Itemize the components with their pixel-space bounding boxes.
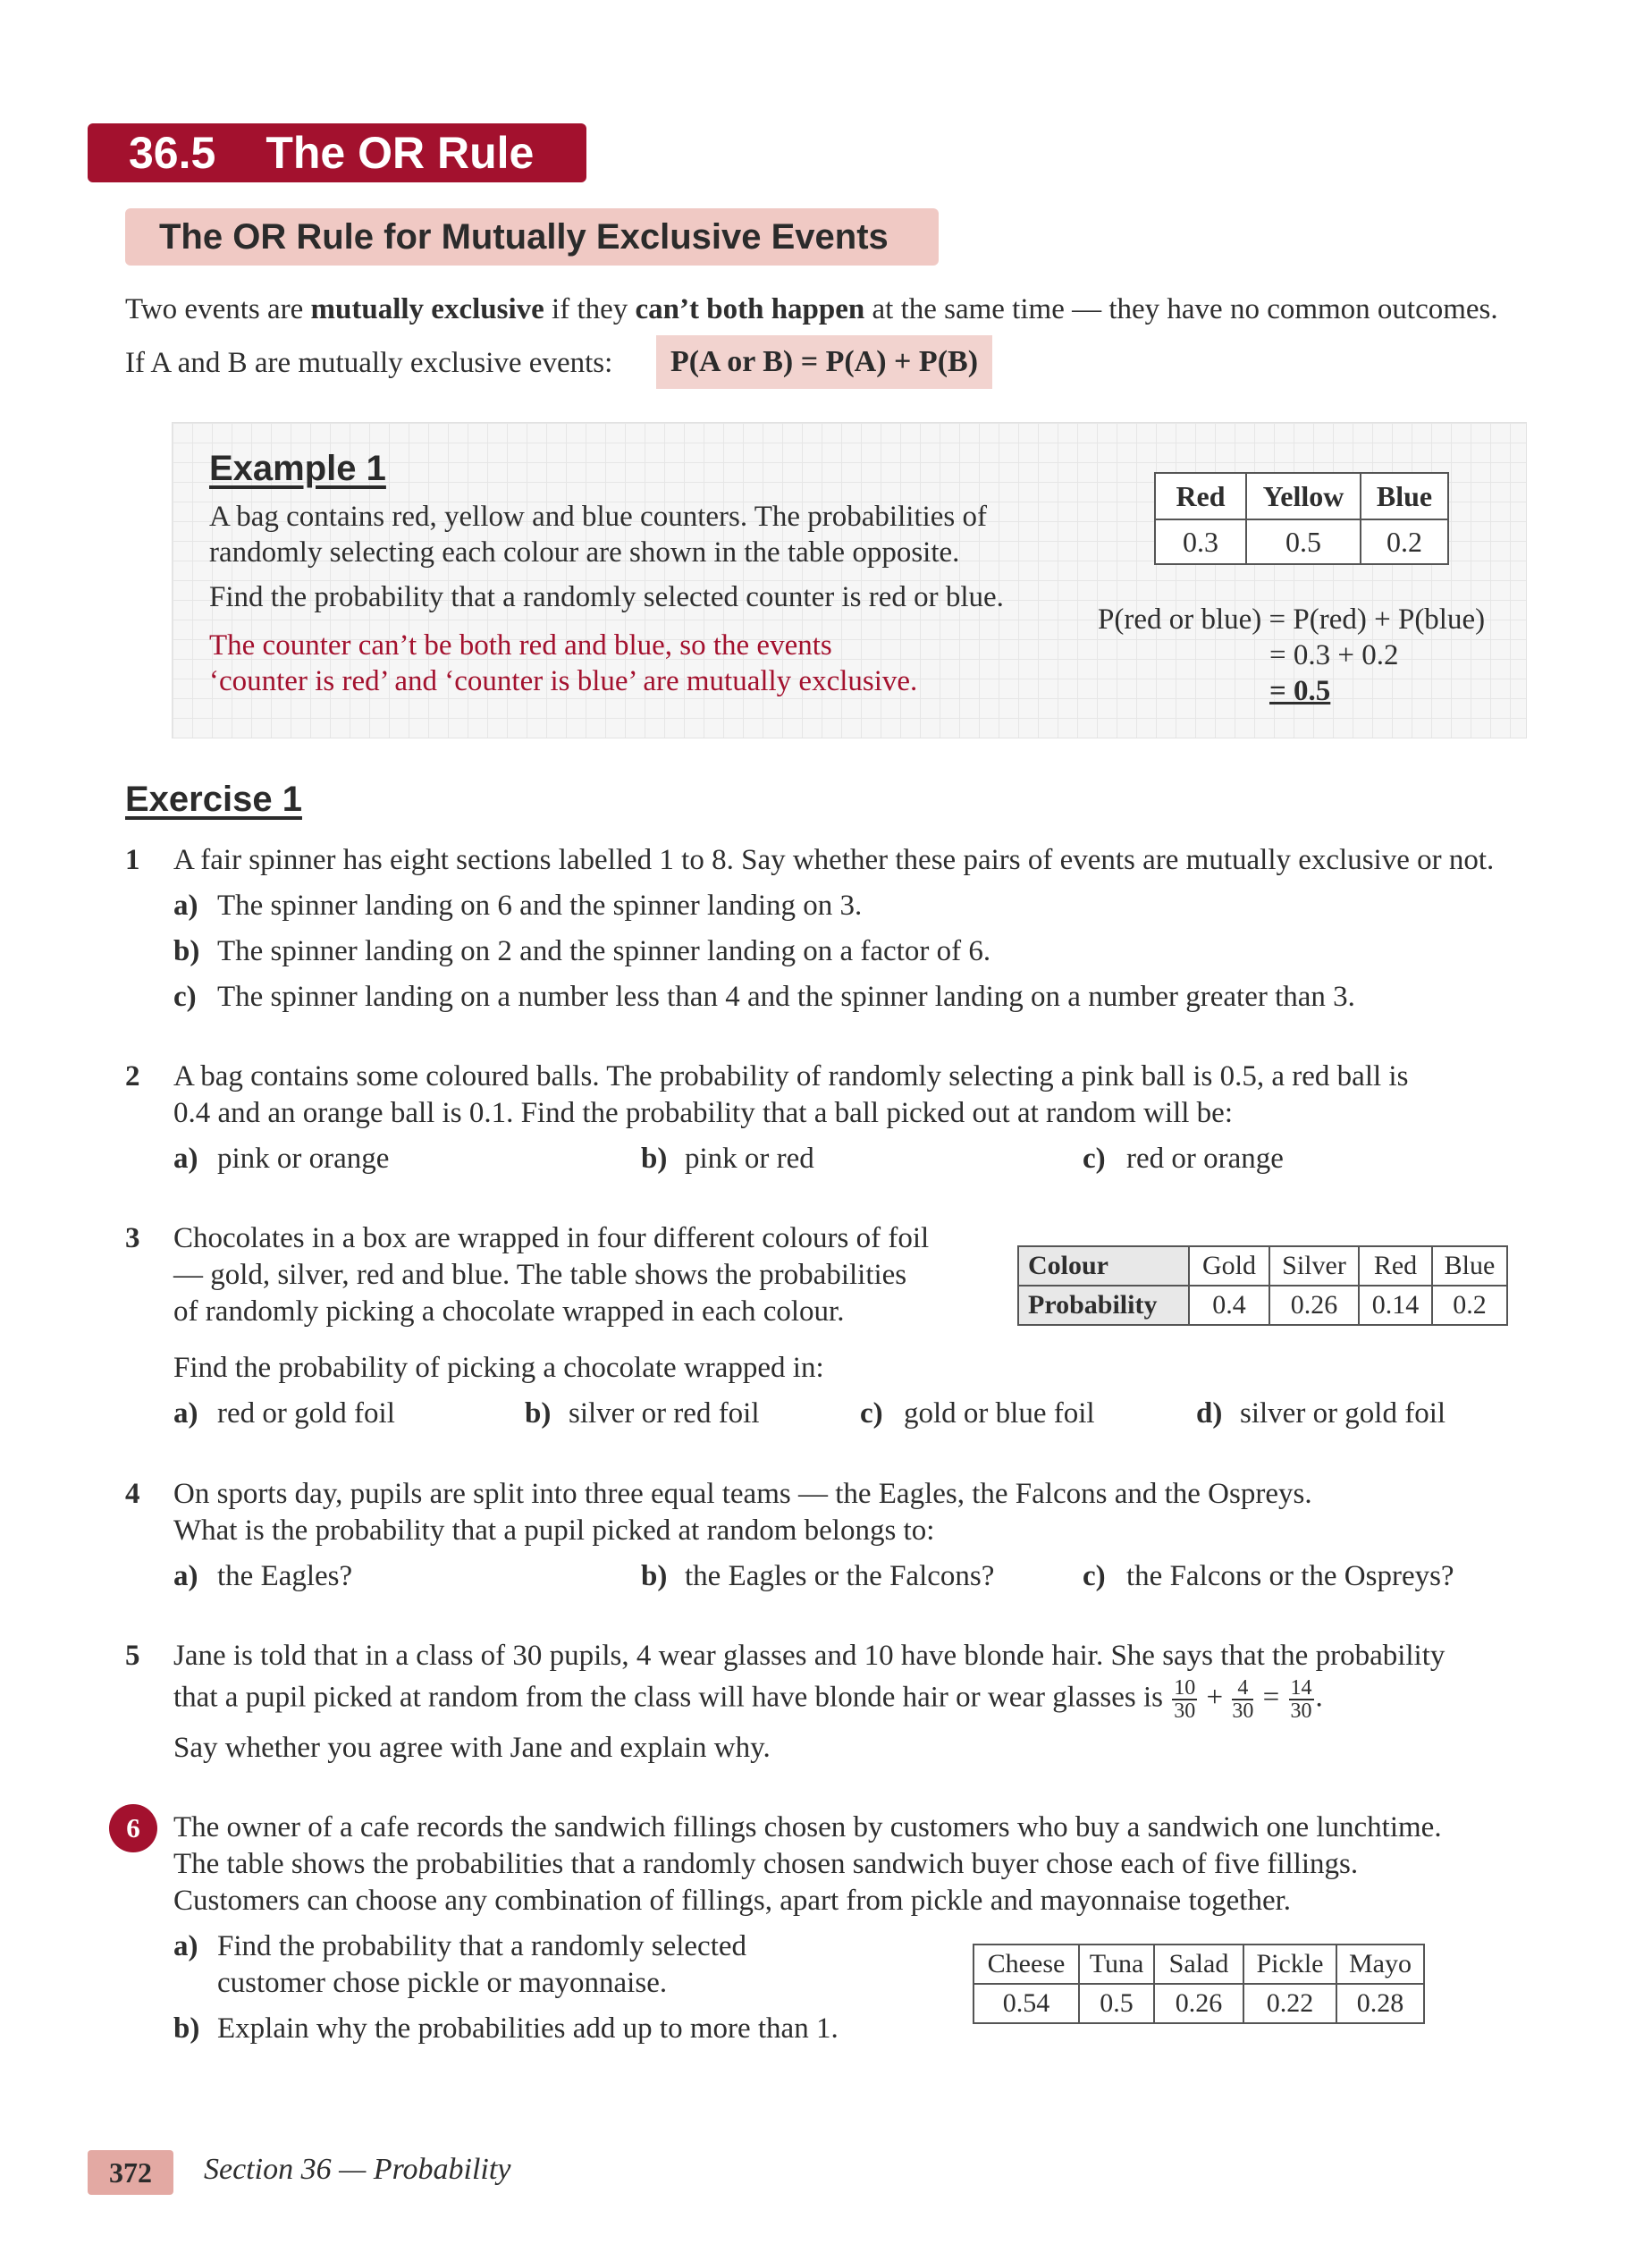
example-line: A bag contains red, yellow and blue counters. The probabilities of xyxy=(209,501,988,533)
foil-probability-table xyxy=(1017,1245,1508,1326)
denominator: 30 xyxy=(1290,1700,1312,1723)
intro-bold-term: mutually exclusive xyxy=(310,293,544,325)
numerator: 10 xyxy=(1174,1676,1196,1700)
question-text: that a pupil picked at random from the class will have blonde hair or wear glasses is xyxy=(173,1681,1164,1714)
example-working-line: P(red or blue) = P(red) + P(blue) xyxy=(1098,603,1486,636)
table-cell: 0.26 xyxy=(1269,1286,1359,1325)
part-text: The spinner landing on 2 and the spinner landing on a factor of 6. xyxy=(217,935,991,967)
denominator: 30 xyxy=(1174,1700,1196,1723)
part-text: The spinner landing on 6 and the spinner landing on 3. xyxy=(217,890,863,922)
table-header: Red xyxy=(1155,473,1246,519)
fraction xyxy=(1289,1677,1314,1722)
question-text: On sports day, pupils are split into three equal teams — the Eagles, the Falcons and the Ospreys. xyxy=(173,1478,1312,1510)
table-header: Pickle xyxy=(1243,1945,1336,1984)
part-text: pink or red xyxy=(685,1143,814,1175)
question-prompt: Find the probability of picking a chocolate wrapped in: xyxy=(173,1352,824,1384)
table-cell: 0.5 xyxy=(1246,519,1361,564)
question-text: — gold, silver, red and blue. The table shows the probabilities xyxy=(173,1259,907,1291)
fraction xyxy=(1232,1677,1253,1722)
table-cell: 0.26 xyxy=(1154,1984,1243,2023)
footer-section: Section 36 — Probability xyxy=(204,2153,511,2186)
example-explanation: The counter can’t be both red and blue, so the events xyxy=(209,629,832,662)
part-text: gold or blue foil xyxy=(904,1397,1095,1430)
exercise-title: Exercise 1 xyxy=(125,780,302,819)
fraction xyxy=(1172,1677,1197,1722)
table-header: Yellow xyxy=(1246,473,1361,519)
part-label: b) xyxy=(173,2012,200,2045)
section-number: 36.5 xyxy=(129,128,216,178)
question-text-with-fractions xyxy=(173,1677,1323,1722)
table-header: Red xyxy=(1359,1246,1432,1286)
question-number: 3 xyxy=(125,1222,140,1254)
table-cell: 0.3 xyxy=(1155,519,1246,564)
or-rule-formula: P(A or B) = P(A) + P(B) xyxy=(656,335,992,389)
row-label: Colour xyxy=(1018,1246,1189,1286)
row-label: Probability xyxy=(1018,1286,1189,1325)
table-header: Tuna xyxy=(1079,1945,1154,1984)
part-text: customer chose pickle or mayonnaise. xyxy=(217,1967,668,1999)
table-header: Silver xyxy=(1269,1246,1359,1286)
part-label: a) xyxy=(173,890,198,922)
question-text: Jane is told that in a class of 30 pupils, 4 wear glasses and 10 have blonde hair. She says that the probability xyxy=(173,1640,1446,1672)
table-cell: 0.28 xyxy=(1336,1984,1424,2023)
intro-line-1 xyxy=(125,291,1498,328)
table-header: Blue xyxy=(1361,473,1448,519)
part-text: Explain why the probabilities add up to more than 1. xyxy=(217,2012,839,2045)
part-label: b) xyxy=(173,935,200,967)
question-text: . xyxy=(1315,1681,1323,1714)
part-text: silver or red foil xyxy=(569,1397,760,1430)
part-label: b) xyxy=(641,1560,668,1592)
table-cell: 0.54 xyxy=(974,1984,1079,2023)
section-banner xyxy=(88,123,586,182)
question-text: A fair spinner has eight sections labelled 1 to 8. Say whether these pairs of events are mutually exclusive or not. xyxy=(173,844,1495,876)
page-number: 372 xyxy=(88,2150,173,2195)
part-text: silver or gold foil xyxy=(1240,1397,1446,1430)
example-probability-table xyxy=(1154,472,1449,565)
part-text: pink or orange xyxy=(217,1143,390,1175)
part-label: c) xyxy=(173,981,197,1013)
part-text: the Falcons or the Ospreys? xyxy=(1126,1560,1454,1592)
part-label: a) xyxy=(173,1560,198,1592)
part-label: d) xyxy=(1196,1397,1223,1430)
table-header: Salad xyxy=(1154,1945,1243,1984)
section-title: The OR Rule xyxy=(266,128,535,178)
table-cell: 0.4 xyxy=(1189,1286,1269,1325)
numerator: 14 xyxy=(1290,1676,1312,1700)
intro-text: if they xyxy=(544,293,636,325)
part-text: the Eagles or the Falcons? xyxy=(685,1560,995,1592)
table-header: Cheese xyxy=(974,1945,1079,1984)
question-text: 0.4 and an orange ball is 0.1. Find the probability that a ball picked out at random will be: xyxy=(173,1097,1233,1129)
question-text: The table shows the probabilities that a randomly chosen sandwich buyer chose each of five fillings. xyxy=(173,1848,1359,1880)
operator: + xyxy=(1206,1681,1224,1714)
table-header: Mayo xyxy=(1336,1945,1424,1984)
intro-line-2: If A and B are mutually exclusive events: xyxy=(125,347,613,379)
question-text: Chocolates in a box are wrapped in four different colours of foil xyxy=(173,1222,930,1254)
denominator: 30 xyxy=(1232,1700,1254,1723)
question-text: Say whether you agree with Jane and explain why. xyxy=(173,1732,771,1764)
table-cell: 0.5 xyxy=(1079,1984,1154,2023)
example-line: randomly selecting each colour are shown in the table opposite. xyxy=(209,536,960,569)
example-title: Example 1 xyxy=(209,449,386,488)
part-label: a) xyxy=(173,1397,198,1430)
question-number: 4 xyxy=(125,1478,140,1510)
table-cell: 0.22 xyxy=(1243,1984,1336,2023)
question-text: Customers can choose any combination of fillings, apart from pickle and mayonnaise together. xyxy=(173,1885,1292,1917)
part-text: red or orange xyxy=(1126,1143,1284,1175)
example-answer: = 0.5 xyxy=(1269,675,1331,707)
part-label: c) xyxy=(1083,1560,1106,1592)
part-text: red or gold foil xyxy=(217,1397,395,1430)
intro-text: at the same time — they have no common outcomes. xyxy=(864,293,1498,325)
intro-bold-term: can’t both happen xyxy=(635,293,865,325)
part-label: a) xyxy=(173,1930,198,1962)
part-label: c) xyxy=(860,1397,883,1430)
table-header: Blue xyxy=(1432,1246,1507,1286)
question-number: 1 xyxy=(125,844,140,876)
table-header: Gold xyxy=(1189,1246,1269,1286)
question-number: 2 xyxy=(125,1060,140,1092)
table-cell: 0.2 xyxy=(1432,1286,1507,1325)
numerator: 4 xyxy=(1232,1677,1253,1700)
intro-text: Two events are xyxy=(125,293,311,325)
part-text: Find the probability that a randomly selected xyxy=(217,1930,747,1962)
question-text: What is the probability that a pupil picked at random belongs to: xyxy=(173,1514,935,1547)
example-working-line: = 0.3 + 0.2 xyxy=(1269,639,1399,671)
table-cell: 0.14 xyxy=(1359,1286,1432,1325)
part-label: b) xyxy=(641,1143,668,1175)
table-cell: 0.2 xyxy=(1361,519,1448,564)
fillings-probability-table xyxy=(973,1944,1425,2024)
part-text: The spinner landing on a number less than 4 and the spinner landing on a number greater than 3. xyxy=(217,981,1355,1013)
subheading: The OR Rule for Mutually Exclusive Events xyxy=(125,208,939,266)
operator: = xyxy=(1262,1681,1280,1714)
question-number: 5 xyxy=(125,1640,140,1672)
part-text: the Eagles? xyxy=(217,1560,353,1592)
part-label: a) xyxy=(173,1143,198,1175)
example-question: Find the probability that a randomly selected counter is red or blue. xyxy=(209,581,1004,613)
question-text: A bag contains some coloured balls. The probability of randomly selecting a pink ball is 0.5, a red ball is xyxy=(173,1060,1409,1092)
part-label: b) xyxy=(525,1397,552,1430)
question-text: of randomly picking a chocolate wrapped in each colour. xyxy=(173,1295,845,1328)
part-label: c) xyxy=(1083,1143,1106,1175)
question-number-badge: 6 xyxy=(109,1804,157,1852)
question-text: The owner of a cafe records the sandwich fillings chosen by customers who buy a sandwich one lunchtime. xyxy=(173,1811,1442,1843)
example-explanation: ‘counter is red’ and ‘counter is blue’ are mutually exclusive. xyxy=(209,665,918,697)
